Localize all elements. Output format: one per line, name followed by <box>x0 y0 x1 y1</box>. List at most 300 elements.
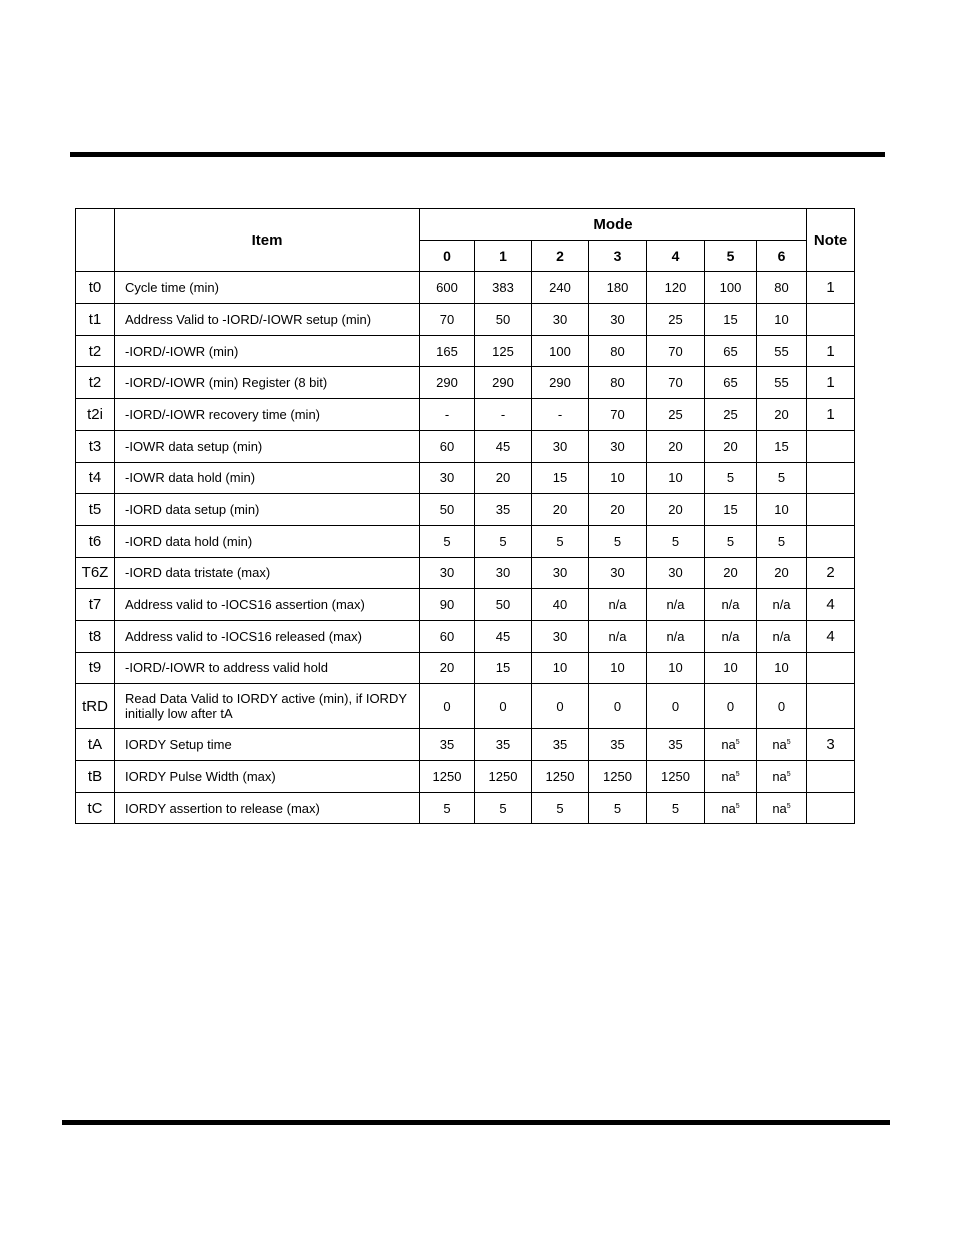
mode-value: 80 <box>610 343 625 359</box>
mode-value: 15 <box>774 438 789 454</box>
mode-value: 5 <box>671 533 680 549</box>
item-header: Item <box>115 209 420 272</box>
mode-value: 70 <box>439 311 455 327</box>
mode-value: n/a <box>721 597 740 613</box>
mode-1-value-cell <box>475 557 532 589</box>
mode-5-value-cell <box>705 494 757 526</box>
mode-value: 55 <box>774 343 789 359</box>
mode-4-value-cell <box>647 729 705 761</box>
mode-value: 30 <box>610 311 625 327</box>
mode-4-value-cell <box>647 525 705 557</box>
footnote-marker: 5 <box>735 739 740 747</box>
mode-0-value-cell <box>420 462 475 494</box>
note-cell: 4 <box>807 620 855 652</box>
item-cell: Address valid to -IOCS16 assertion (max) <box>115 589 420 621</box>
mode-3-value-cell <box>589 304 647 336</box>
mode-3-value-cell <box>589 792 647 824</box>
table-row <box>76 620 855 652</box>
mode-3-value-cell <box>589 399 647 431</box>
mode-1-value-cell <box>475 761 532 793</box>
mode-5-value-cell <box>705 761 757 793</box>
note-cell <box>807 462 855 494</box>
parameter-cell: T6Z <box>76 557 115 589</box>
mode-value: 40 <box>552 597 568 613</box>
mode-value: n/a <box>666 628 685 644</box>
mode-value: 0 <box>443 698 451 714</box>
note-cell <box>807 304 855 336</box>
parameter-cell: t6 <box>76 525 115 557</box>
mode-4-value-cell <box>647 399 705 431</box>
mode-2-value-cell <box>532 272 589 304</box>
table-row <box>76 430 855 462</box>
table-row <box>76 589 855 621</box>
mode-value: 1250 <box>661 768 690 784</box>
note-cell <box>807 494 855 526</box>
mode-3-value-cell <box>589 525 647 557</box>
mode-value: 100 <box>719 280 742 296</box>
mode-0-value-cell <box>420 620 475 652</box>
mode-4-value-cell <box>647 335 705 367</box>
mode-2-value-cell <box>532 525 589 557</box>
note-cell <box>807 761 855 793</box>
note-cell <box>807 652 855 684</box>
item-cell: IORDY Pulse Width (max) <box>115 761 420 793</box>
mode-4-header: 4 <box>647 240 705 272</box>
mode-value: 25 <box>668 311 683 327</box>
mode-5-value-cell <box>705 589 757 621</box>
mode-value: 20 <box>495 470 511 486</box>
mode-value: 10 <box>723 660 738 676</box>
note-cell: 1 <box>807 399 855 431</box>
item-cell: IORDY Setup time <box>115 729 420 761</box>
mode-6-value-cell <box>757 462 807 494</box>
mode-1-value-cell <box>475 792 532 824</box>
note-cell: 2 <box>807 557 855 589</box>
parameter-cell: t7 <box>76 589 115 621</box>
mode-value: 20 <box>723 438 738 454</box>
mode-value: 25 <box>668 406 683 422</box>
mode-0-value-cell <box>420 684 475 729</box>
item-cell: -IOWR data hold (min) <box>115 462 420 494</box>
parameter-cell: t0 <box>76 272 115 304</box>
footnote-marker: 5 <box>735 802 740 810</box>
note-cell: 1 <box>807 272 855 304</box>
mode-3-value-cell <box>589 430 647 462</box>
note-cell: 3 <box>807 729 855 761</box>
mode-0-value-cell <box>420 589 475 621</box>
mode-value: 5 <box>499 800 507 816</box>
table-row <box>76 462 855 494</box>
table-row <box>76 525 855 557</box>
mode-value: 15 <box>723 311 738 327</box>
table-row <box>76 792 855 824</box>
mode-4-value-cell <box>647 304 705 336</box>
mode-value: 5 <box>556 533 564 549</box>
item-cell: IORDY assertion to release (max) <box>115 792 420 824</box>
mode-value: 50 <box>495 597 511 613</box>
mode-3-value-cell <box>589 272 647 304</box>
mode-0-value-cell <box>420 430 475 462</box>
mode-2-value-cell <box>532 367 589 399</box>
parameter-cell: t3 <box>76 430 115 462</box>
mode-3-value-cell <box>589 335 647 367</box>
mode-1-value-cell <box>475 652 532 684</box>
mode-3-value-cell <box>589 494 647 526</box>
mode-value: na <box>772 737 787 753</box>
mode-1-header: 1 <box>475 240 532 272</box>
table-row <box>76 272 855 304</box>
mode-5-value-cell <box>705 557 757 589</box>
mode-value: 10 <box>668 470 683 486</box>
mode-4-value-cell <box>647 652 705 684</box>
mode-value: 30 <box>552 311 568 327</box>
mode-value: 5 <box>726 470 735 486</box>
mode-value: 5 <box>499 533 507 549</box>
mode-value: 55 <box>774 375 789 391</box>
item-cell: -IORD data setup (min) <box>115 494 420 526</box>
parameter-cell: tB <box>76 761 115 793</box>
mode-1-value-cell <box>475 525 532 557</box>
mode-value: 45 <box>495 438 511 454</box>
mode-value: 20 <box>668 438 683 454</box>
mode-value: na <box>721 800 736 816</box>
mode-3-value-cell <box>589 761 647 793</box>
note-cell: 1 <box>807 367 855 399</box>
mode-value: 100 <box>549 343 571 359</box>
mode-5-value-cell <box>705 729 757 761</box>
mode-value: 5 <box>777 533 786 549</box>
mode-value: 20 <box>774 406 789 422</box>
mode-value: 20 <box>668 502 683 518</box>
mode-1-value-cell <box>475 399 532 431</box>
item-cell: -IORD/-IOWR to address valid hold <box>115 652 420 684</box>
mode-value: 30 <box>610 438 625 454</box>
mode-value: 10 <box>610 470 625 486</box>
table-row <box>76 367 855 399</box>
item-cell: -IORD/-IOWR (min) <box>115 335 420 367</box>
mode-6-header: 6 <box>757 240 807 272</box>
mode-0-value-cell <box>420 652 475 684</box>
mode-value: n/a <box>772 628 791 644</box>
mode-value: 5 <box>443 800 451 816</box>
mode-4-value-cell <box>647 494 705 526</box>
mode-value: 0 <box>726 698 735 714</box>
mode-value: 30 <box>552 565 568 581</box>
mode-value: n/a <box>608 628 627 644</box>
mode-6-value-cell <box>757 525 807 557</box>
mode-5-value-cell <box>705 367 757 399</box>
mode-1-value-cell <box>475 367 532 399</box>
mode-value: 30 <box>552 628 568 644</box>
mode-1-value-cell <box>475 430 532 462</box>
parameter-cell: tC <box>76 792 115 824</box>
parameter-cell: t1 <box>76 304 115 336</box>
mode-1-value-cell <box>475 589 532 621</box>
mode-2-value-cell <box>532 399 589 431</box>
mode-2-value-cell <box>532 494 589 526</box>
mode-0-value-cell <box>420 367 475 399</box>
mode-value: 20 <box>774 565 789 581</box>
mode-1-value-cell <box>475 304 532 336</box>
mode-value: 20 <box>610 502 625 518</box>
mode-value: na <box>721 737 736 753</box>
mode-3-value-cell <box>589 462 647 494</box>
mode-4-value-cell <box>647 684 705 729</box>
mode-value: 35 <box>610 737 625 753</box>
parameter-cell: t2 <box>76 335 115 367</box>
mode-value: 5 <box>613 533 622 549</box>
table-row <box>76 335 855 367</box>
mode-value: 80 <box>774 280 789 296</box>
mode-4-value-cell <box>647 272 705 304</box>
mode-value: 30 <box>668 565 683 581</box>
parameter-cell: tA <box>76 729 115 761</box>
mode-value: 0 <box>499 698 507 714</box>
mode-5-value-cell <box>705 652 757 684</box>
mode-6-value-cell <box>757 792 807 824</box>
mode-value: 35 <box>495 737 511 753</box>
mode-value: 120 <box>664 280 687 296</box>
mode-value: 5 <box>443 533 451 549</box>
mode-value: 15 <box>552 470 568 486</box>
mode-2-value-cell <box>532 335 589 367</box>
mode-2-value-cell <box>532 761 589 793</box>
mode-value: 50 <box>495 311 511 327</box>
mode-5-value-cell <box>705 272 757 304</box>
mode-value: n/a <box>666 597 685 613</box>
mode-1-value-cell <box>475 335 532 367</box>
mode-6-value-cell <box>757 367 807 399</box>
mode-value: 65 <box>723 343 738 359</box>
note-cell <box>807 525 855 557</box>
mode-value: n/a <box>608 597 627 613</box>
mode-value: 10 <box>774 660 789 676</box>
mode-6-value-cell <box>757 335 807 367</box>
mode-value: 290 <box>549 375 571 391</box>
mode-value: 10 <box>774 502 789 518</box>
mode-0-value-cell <box>420 399 475 431</box>
mode-5-value-cell <box>705 792 757 824</box>
table-row <box>76 652 855 684</box>
mode-6-value-cell <box>757 430 807 462</box>
mode-6-value-cell <box>757 272 807 304</box>
note-cell <box>807 430 855 462</box>
mode-2-value-cell <box>532 304 589 336</box>
item-cell: -IORD/-IOWR (min) Register (8 bit) <box>115 367 420 399</box>
mode-value: 35 <box>495 502 511 518</box>
mode-value: 10 <box>774 311 789 327</box>
mode-1-value-cell <box>475 494 532 526</box>
mode-value: 50 <box>439 502 455 518</box>
mode-value: 70 <box>668 375 683 391</box>
mode-5-header: 5 <box>705 240 757 272</box>
mode-value: 30 <box>439 470 455 486</box>
mode-value: 10 <box>552 660 568 676</box>
mode-value: 45 <box>495 628 511 644</box>
footnote-marker: 5 <box>786 739 791 747</box>
mode-0-value-cell <box>420 729 475 761</box>
mode-4-value-cell <box>647 792 705 824</box>
parameter-cell: t5 <box>76 494 115 526</box>
mode-value: 1250 <box>488 768 518 784</box>
table-row <box>76 729 855 761</box>
mode-6-value-cell <box>757 620 807 652</box>
mode-6-value-cell <box>757 399 807 431</box>
mode-5-value-cell <box>705 304 757 336</box>
mode-value: - <box>444 406 450 422</box>
mode-value: 35 <box>552 737 568 753</box>
mode-2-value-cell <box>532 684 589 729</box>
mode-value: - <box>500 406 506 422</box>
mode-2-value-cell <box>532 792 589 824</box>
mode-value: 165 <box>436 343 458 359</box>
mode-6-value-cell <box>757 494 807 526</box>
mode-2-value-cell <box>532 430 589 462</box>
mode-4-value-cell <box>647 589 705 621</box>
mode-value: 0 <box>556 698 564 714</box>
mode-1-value-cell <box>475 729 532 761</box>
mode-value: 20 <box>552 502 568 518</box>
mode-value: 5 <box>556 800 564 816</box>
item-cell: -IORD data hold (min) <box>115 525 420 557</box>
note-cell: 1 <box>807 335 855 367</box>
table-body <box>76 272 855 824</box>
mode-3-value-cell <box>589 557 647 589</box>
mode-2-value-cell <box>532 620 589 652</box>
mode-value: 240 <box>549 280 571 296</box>
mode-4-value-cell <box>647 557 705 589</box>
mode-value: 30 <box>552 438 568 454</box>
mode-2-value-cell <box>532 589 589 621</box>
table-row <box>76 761 855 793</box>
item-cell: Cycle time (min) <box>115 272 420 304</box>
mode-4-value-cell <box>647 761 705 793</box>
mode-0-value-cell <box>420 335 475 367</box>
mode-value: 15 <box>495 660 511 676</box>
mode-2-value-cell <box>532 557 589 589</box>
mode-value: na <box>772 800 787 816</box>
mode-value: 70 <box>668 343 683 359</box>
mode-value: 20 <box>723 565 738 581</box>
item-cell: Address valid to -IOCS16 released (max) <box>115 620 420 652</box>
mode-value: na <box>721 768 736 784</box>
mode-value: 65 <box>723 375 738 391</box>
mode-3-value-cell <box>589 620 647 652</box>
note-cell <box>807 792 855 824</box>
mode-value: 1250 <box>432 768 462 784</box>
note-header: Note <box>807 209 855 272</box>
parameter-cell: tRD <box>76 684 115 729</box>
mode-1-value-cell <box>475 684 532 729</box>
footnote-marker: 5 <box>786 770 791 778</box>
mode-0-value-cell <box>420 494 475 526</box>
mode-value: 80 <box>610 375 625 391</box>
mode-2-value-cell <box>532 652 589 684</box>
mode-value: 30 <box>439 565 455 581</box>
mode-5-value-cell <box>705 525 757 557</box>
note-cell: 4 <box>807 589 855 621</box>
mode-0-header: 0 <box>420 240 475 272</box>
mode-value: 15 <box>723 502 738 518</box>
mode-6-value-cell <box>757 761 807 793</box>
io-timing-table <box>75 208 855 824</box>
footnote-marker: 5 <box>786 802 791 810</box>
mode-value: 60 <box>439 438 455 454</box>
mode-value: 35 <box>439 737 455 753</box>
mode-value: 30 <box>495 565 511 581</box>
bottom-horizontal-rule <box>62 1120 890 1125</box>
mode-6-value-cell <box>757 304 807 336</box>
header-row <box>76 209 855 241</box>
mode-value: 180 <box>606 280 629 296</box>
parameter-cell: t4 <box>76 462 115 494</box>
mode-value: 5 <box>671 800 680 816</box>
table-row <box>76 557 855 589</box>
mode-1-value-cell <box>475 272 532 304</box>
mode-6-value-cell <box>757 589 807 621</box>
mode-value: n/a <box>772 597 791 613</box>
mode-value: 90 <box>439 597 455 613</box>
mode-2-header: 2 <box>532 240 589 272</box>
parameter-cell: t9 <box>76 652 115 684</box>
mode-value: 1250 <box>545 768 575 784</box>
mode-4-value-cell <box>647 430 705 462</box>
mode-3-header: 3 <box>589 240 647 272</box>
mode-value: 5 <box>726 533 735 549</box>
mode-value: n/a <box>721 628 740 644</box>
mode-value: 125 <box>492 343 514 359</box>
mode-value: - <box>557 406 563 422</box>
mode-value: 35 <box>668 737 683 753</box>
mode-4-value-cell <box>647 462 705 494</box>
mode-6-value-cell <box>757 684 807 729</box>
table-row <box>76 304 855 336</box>
mode-3-value-cell <box>589 589 647 621</box>
mode-5-value-cell <box>705 399 757 431</box>
item-cell: -IOWR data setup (min) <box>115 430 420 462</box>
mode-5-value-cell <box>705 684 757 729</box>
note-cell <box>807 684 855 729</box>
mode-value: 383 <box>492 280 514 296</box>
mode-5-value-cell <box>705 620 757 652</box>
parameter-cell: t2i <box>76 399 115 431</box>
top-horizontal-rule <box>70 152 885 157</box>
mode-6-value-cell <box>757 652 807 684</box>
mode-2-value-cell <box>532 462 589 494</box>
mode-value: 60 <box>439 628 455 644</box>
mode-3-value-cell <box>589 729 647 761</box>
param-header <box>76 209 115 272</box>
mode-value: 10 <box>610 660 625 676</box>
mode-0-value-cell <box>420 525 475 557</box>
item-cell: -IORD data tristate (max) <box>115 557 420 589</box>
mode-4-value-cell <box>647 620 705 652</box>
mode-0-value-cell <box>420 792 475 824</box>
mode-value: 70 <box>610 406 625 422</box>
mode-3-value-cell <box>589 652 647 684</box>
footnote-marker: 5 <box>735 770 740 778</box>
parameter-cell: t8 <box>76 620 115 652</box>
mode-value: 0 <box>777 698 786 714</box>
mode-value: 1250 <box>603 768 632 784</box>
mode-value: 10 <box>668 660 683 676</box>
mode-value: 5 <box>777 470 786 486</box>
mode-value: 0 <box>671 698 680 714</box>
mode-3-value-cell <box>589 684 647 729</box>
parameter-cell: t2 <box>76 367 115 399</box>
table-row <box>76 494 855 526</box>
mode-6-value-cell <box>757 729 807 761</box>
